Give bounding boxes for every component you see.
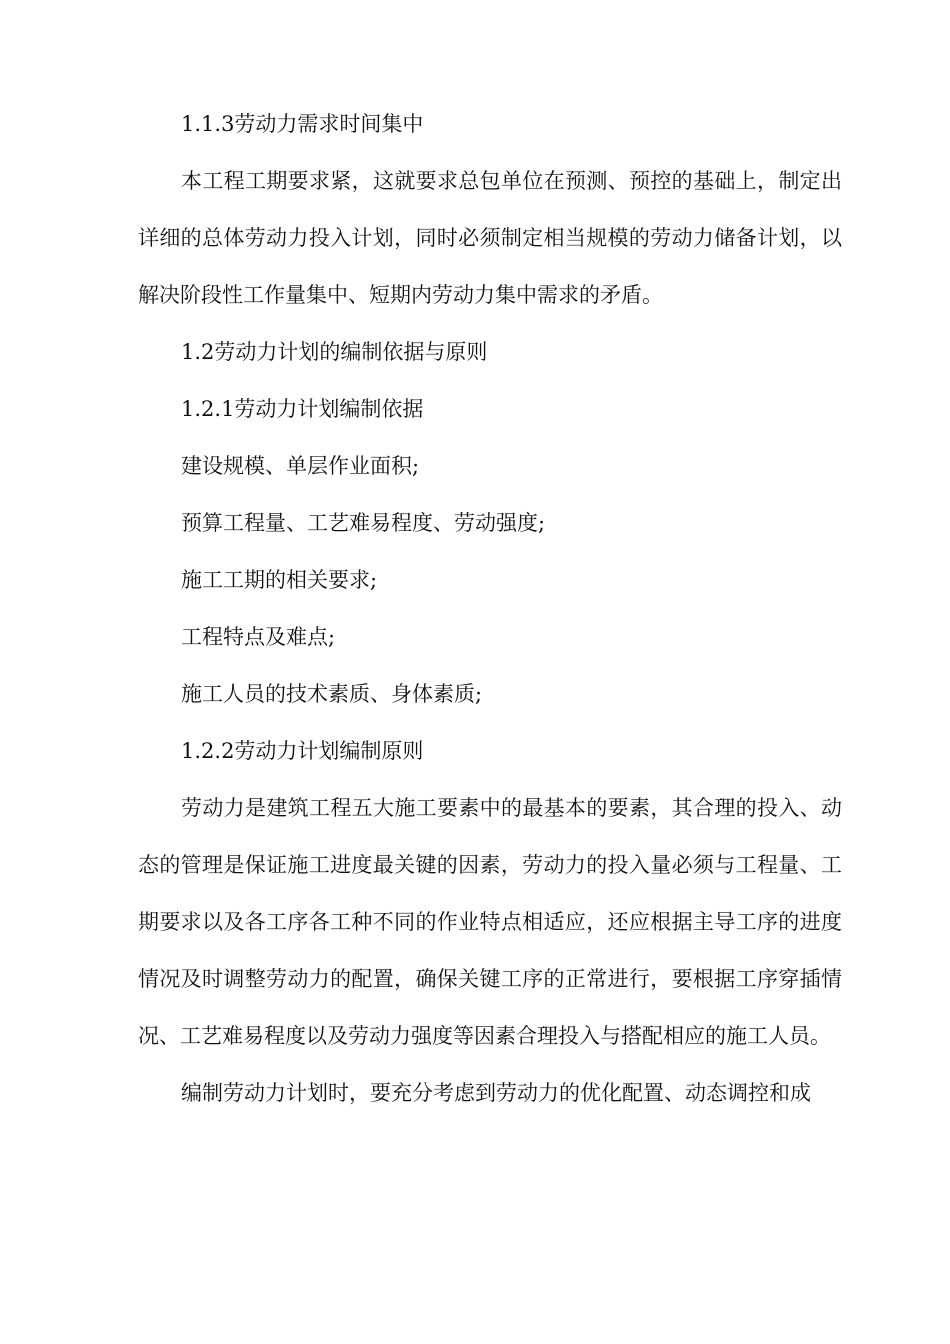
list-item-budget: 预算工程量、工艺难易程度、劳动强度; xyxy=(181,511,546,535)
heading-1-2-2: 1.2.2劳动力计划编制原则 xyxy=(181,739,424,763)
heading-1-1-3: 1.1.3劳动力需求时间集中 xyxy=(181,112,424,136)
list-item-features: 工程特点及难点; xyxy=(181,625,336,649)
paragraph-planning-considerations: 编制劳动力计划时，要充分考虑到劳动力的优化配置、动态调控和成 xyxy=(181,1081,811,1105)
list-item-scale: 建设规模、单层作业面积; xyxy=(181,454,420,478)
document-body xyxy=(138,96,842,1122)
paragraph-schedule-requirement: 本工程工期要求紧，这就要求总包单位在预测、预控的基础上，制定出详细的总体劳动力投入计划，同时必须制定相当规模的劳动力储备计划，以解决阶段性工作量集中、短期内劳动力集中需求的矛盾。 xyxy=(138,169,842,307)
heading-1-2-1: 1.2.1劳动力计划编制依据 xyxy=(181,397,424,421)
list-item-schedule: 施工工期的相关要求; xyxy=(181,568,378,592)
heading-1-2: 1.2劳动力计划的编制依据与原则 xyxy=(181,340,488,364)
paragraph-labor-principles: 劳动力是建筑工程五大施工要素中的最基本的要素，其合理的投入、动态的管理是保证施工进度最关键的因素，劳动力的投入量必须与工程量、工期要求以及各工序各工种不同的作业特点相适应，还应根据主导工序的进度情况及时调整劳动力的配置，确保关键工序的正常进行，要根据工序穿插情况、工艺难易程度以及劳动力强度等因素合理投入与搭配相应的施工人员。 xyxy=(138,796,842,1048)
list-item-personnel: 施工人员的技术素质、身体素质; xyxy=(181,682,483,706)
